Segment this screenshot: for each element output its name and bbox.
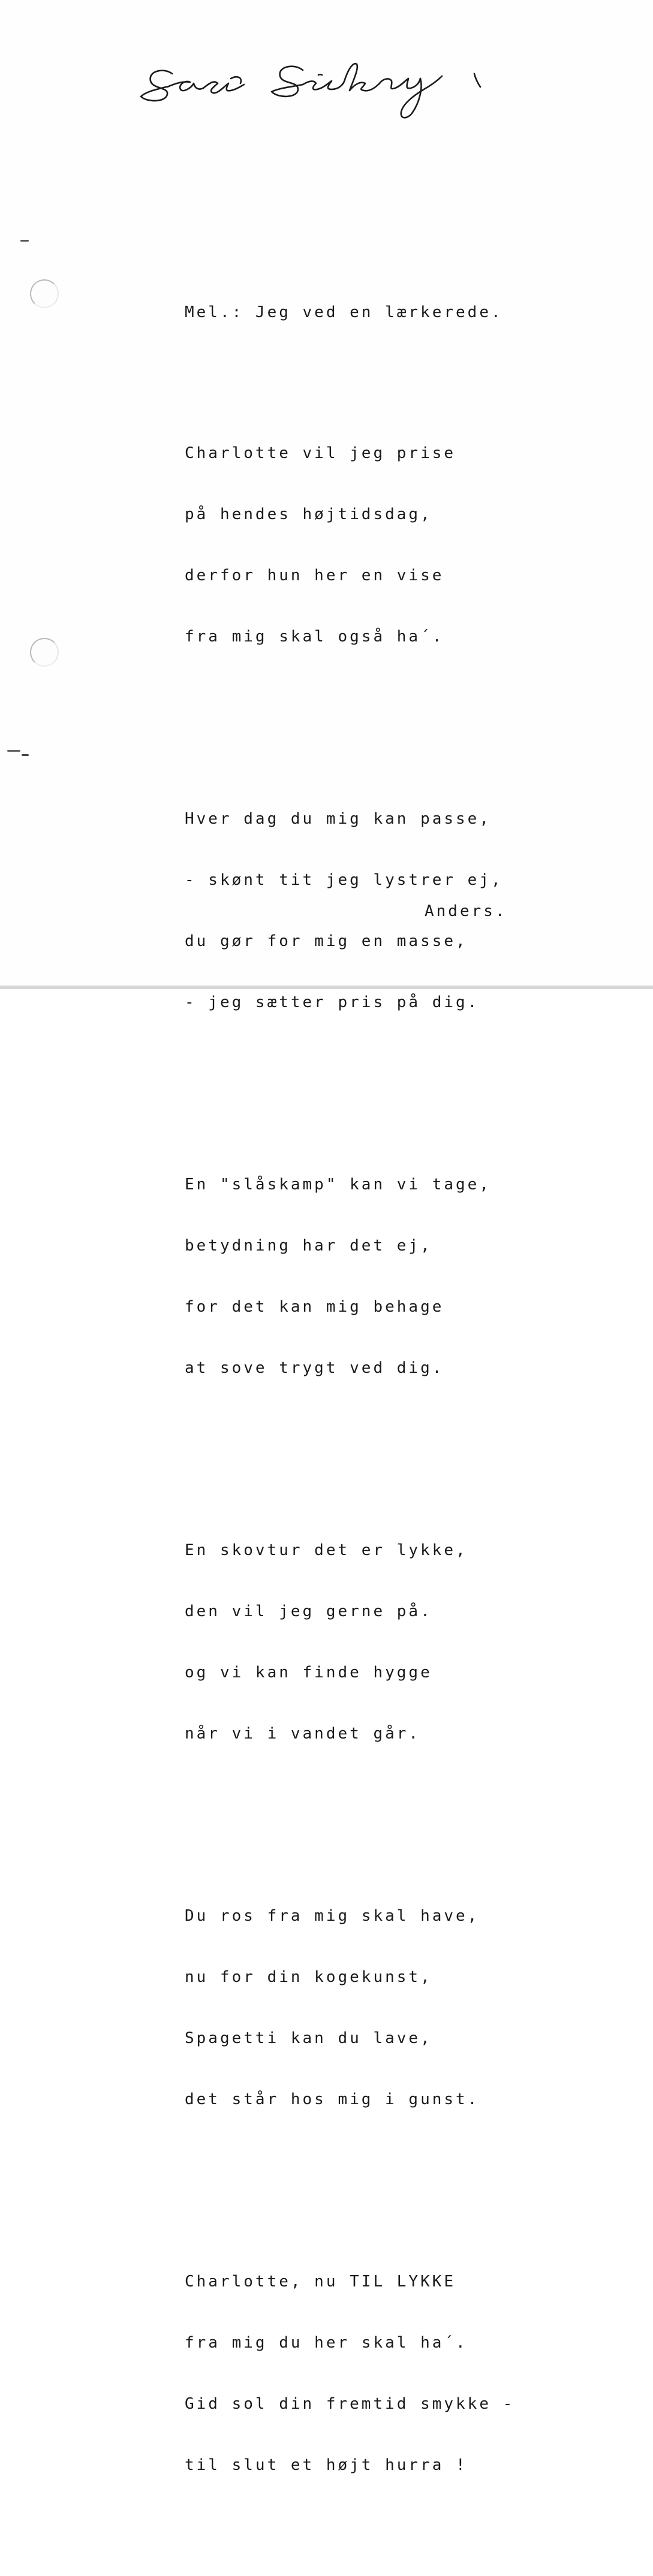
poem-line: fra mig skal også ha´.	[185, 628, 444, 646]
poem-line: nu for din kogekunst,	[185, 1968, 432, 1986]
poem-line: for det kan mig behage	[185, 1298, 444, 1316]
melody-line: Mel.: Jeg ved en lærkerede.	[185, 303, 503, 321]
handwritten-signature	[141, 57, 489, 123]
stanza	[185, 1499, 628, 1785]
page-bottom-edge	[0, 986, 653, 989]
poem-line: og vi kan finde hygge	[185, 1664, 432, 1682]
stanza	[185, 2231, 628, 2516]
poem-line: - skønt tit jeg lystrer ej,	[185, 871, 503, 889]
poem-line: Hver dag du mig kan passe,	[185, 810, 491, 828]
poem-line: Spagetti kan du lave,	[185, 2029, 432, 2047]
poem-line: den vil jeg gerne på.	[185, 1602, 432, 1620]
punch-hole-bottom	[30, 638, 59, 667]
stanza	[185, 1134, 628, 1419]
author-signoff: Anders.	[425, 902, 507, 920]
poem-line: derfor hun her en vise	[185, 567, 444, 585]
poem-line: til slut et højt hurra !	[185, 2456, 468, 2474]
poem-line: betydning har det ej,	[185, 1237, 432, 1255]
margin-mark	[7, 750, 20, 752]
poem-line: En "slåskamp" kan vi tage,	[185, 1176, 491, 1194]
stanza	[185, 1865, 628, 2150]
poem-line: Du ros fra mig skal have,	[185, 1907, 480, 1925]
stanza	[185, 402, 628, 688]
poem-line: Charlotte vil jeg prise	[185, 444, 456, 462]
margin-mark	[22, 754, 29, 756]
signature-drawing	[141, 57, 489, 123]
poem-line: Charlotte, nu TIL LYKKE	[185, 2273, 456, 2291]
poem-line: på hendes højtidsdag,	[185, 505, 432, 523]
poem-line: fra mig du her skal ha´.	[185, 2334, 468, 2352]
stanza	[185, 768, 628, 1053]
poem-line: En skovtur det er lykke,	[185, 1541, 468, 1559]
poem	[185, 261, 628, 2576]
margin-mark	[20, 240, 29, 242]
poem-line: når vi i vandet går.	[185, 1725, 421, 1743]
poem-line: at sove trygt ved dig.	[185, 1359, 444, 1377]
poem-line: Gid sol din fremtid smykke -	[185, 2395, 515, 2413]
poem-line: - jeg sætter pris på dig.	[185, 993, 480, 1011]
poem-line: det står hos mig i gunst.	[185, 2090, 480, 2108]
poem-line: du gør for mig en masse,	[185, 932, 468, 950]
punch-hole-top	[30, 279, 59, 308]
